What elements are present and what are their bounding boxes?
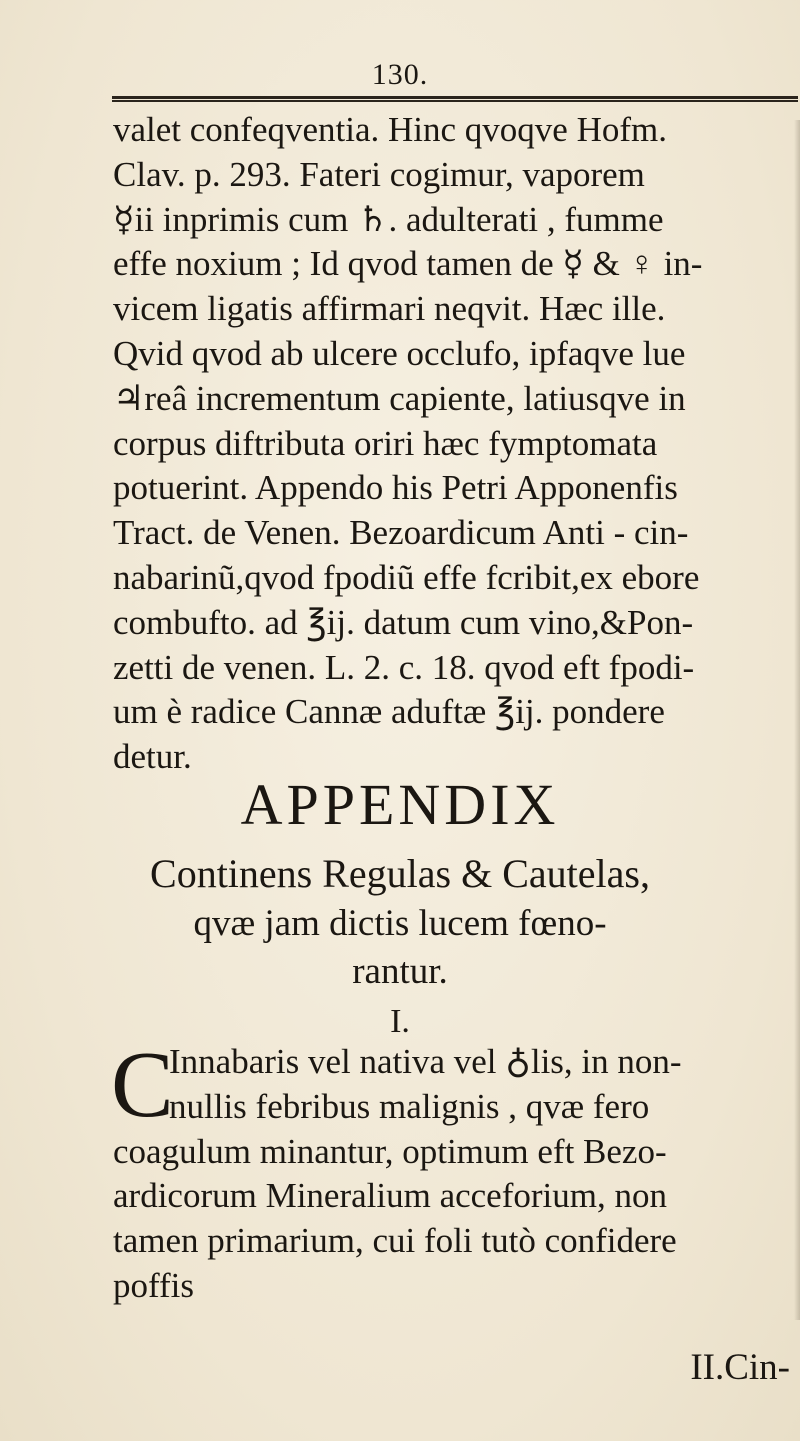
text-line: potuerint. Appendo his Petri Apponenfis — [113, 468, 678, 508]
appendix-subtitle-line: rantur. — [352, 951, 448, 992]
drop-cap: C — [111, 1033, 174, 1137]
text-line: nabarinũ,qvod fpodiũ effe fcribit,ex ebore — [113, 557, 700, 597]
text-line: ardicorum Mineralium acceforium, non — [113, 1176, 667, 1216]
appendix-title: APPENDIX — [240, 772, 560, 837]
text-line: Innabaris vel nativa vel ♁lis, in non- — [169, 1042, 682, 1081]
text-line: Qvid qvod ab ulcere occlufo, ipfaqve lue — [113, 333, 686, 373]
appendix-subtitle-line: Continens Regulas & Cautelas, — [150, 851, 650, 896]
text-line: um è radice Cannæ aduftæ ℥ij. pondere — [113, 692, 665, 732]
catchword: II.Cin- — [690, 1347, 790, 1388]
text-line: Clav. p. 293. Fateri cogimur, vaporem — [113, 154, 645, 194]
text-line: effe noxium ; Id qvod tamen de ☿ & ♀ in- — [113, 244, 703, 284]
section-number: I. — [390, 1003, 410, 1040]
text-line: poffis — [113, 1265, 195, 1305]
paragraph-2 — [111, 1033, 800, 1309]
text-line: valet confeqventia. Hinc qvoqve Hofm. — [113, 110, 667, 149]
text-line: combufto. ad ℥ij. datum cum vino,&Pon- — [113, 602, 694, 642]
paragraph-1 — [113, 108, 800, 780]
header-rule — [112, 96, 798, 102]
text-line: tamen primarium, cui foli tutò confidere — [113, 1221, 677, 1261]
page-number: 130. — [371, 58, 429, 91]
text-line: ☿ii inprimis cum ♄. adulterati , fumme — [113, 199, 664, 239]
text-line: Tract. de Venen. Bezoardicum Anti - cin- — [113, 513, 689, 553]
text-line: zetti de venen. L. 2. c. 18. qvod eft fpodi- — [113, 647, 695, 687]
page-edge-shadow — [794, 120, 800, 1320]
text-line: coagulum minantur, optimum eft Bezo- — [113, 1131, 667, 1171]
text-line: corpus diftributa oriri hæc fymptomata — [113, 423, 658, 463]
text-line: ♃reâ incrementum capiente, latiusqve in — [113, 378, 686, 418]
text-line: detur. — [113, 737, 192, 777]
text-line: nullis febribus malignis , qvæ fero — [169, 1086, 650, 1126]
appendix-subtitle-line: qvæ jam dictis lucem fœno- — [193, 903, 607, 944]
text-line: vicem ligatis affirmari neqvit. Hæc ille. — [113, 289, 666, 329]
